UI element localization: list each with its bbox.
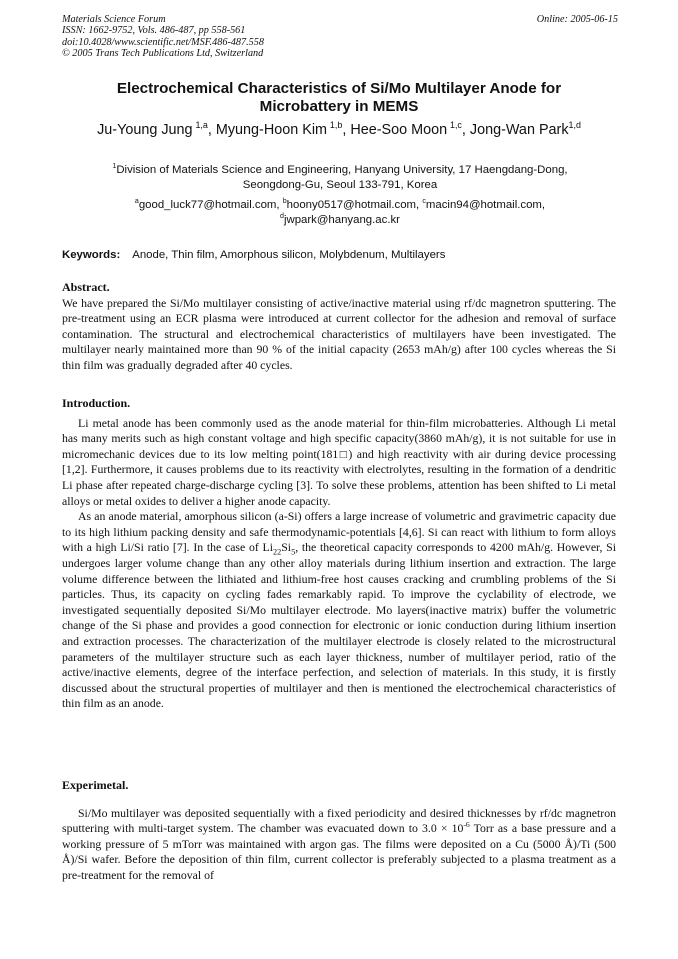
copyright-line: © 2005 Trans Tech Publications Ltd, Switzerland (62, 48, 264, 60)
affil-mark: 1 (112, 163, 117, 171)
keywords-text: Anode, Thin film, Amorphous silicon, Molybdenum, Multilayers (132, 249, 446, 261)
author-affil-mark: 1,d (568, 120, 581, 131)
author-affil-mark: 1,c (450, 120, 462, 131)
author-name: Myung-Hoon Kim (215, 122, 328, 138)
abstract-section (62, 280, 616, 374)
title-line-2: Microbattery in MEMS (259, 98, 419, 115)
abstract-heading: Abstract. (62, 280, 110, 294)
author-name: Hee-Soo Moon (350, 122, 448, 138)
title-line-1: Electrochemical Characteristics of Si/Mo Multilayer Anode for (116, 80, 562, 97)
online-date: Online: 2005-06-15 (536, 14, 618, 25)
author-affil-mark: 1,a (195, 120, 208, 131)
email-a: good_luck77@hotmail.com, (138, 199, 280, 211)
paper-title (62, 80, 616, 116)
author-name: Ju-Young Jung (97, 122, 193, 138)
keywords-label: Keywords: (62, 249, 121, 261)
intro-paragraph-2: As an anode material, amorphous silicon (a-Si) offers a large increase of volumetric and gravimetric capacity due to its high lithium packing density and safe thermodynamic-potentials [4,6]. Si can react with lithium to form alloys with a high Li/Si ratio [7]. In the case of $Li_{22}Si_5$, the theoretical capacity corresponds to 4200 mAh/g. However, Si undergoes larger volume change than any other alloy materials during lithium insertion and extraction. The large volume difference between the lithiated and lithium-free host causes cracking and crumbling problems of the Si particles. Thus, its capacity on cycling fades remarkably rapid. To improve the cyclability of electrode, we investigated sequentially deposited Si/Mo multilayer electrode. Mo layers(inactive matrix) buffer the volumetric change of the Si phase and provides a good connection for electronic or ionic conduction during lithium insertion and extraction processes. The characterization of the multilayer electrode is closely related to the microstructural parameters of the multilayer structure such as each layer thickness, number of multilayer period, ratio of the active/inactive elements, degree of the interface perfection, and selection of materials. In this study, it is firstly discussed about the structural properties of multilayer and then is mentioned the electrochemical characteristics of thin film as an anode. (62, 509, 616, 711)
experimental-section (62, 778, 616, 884)
email-d: jwpark@hanyang.ac.kr (283, 214, 400, 226)
author-affil-mark: 1,b (329, 120, 343, 131)
email-c: macin94@hotmail.com, (425, 199, 546, 211)
issn-line: ISSN: 1662-9752, Vols. 486-487, pp 558-561 (62, 25, 246, 37)
journal-header (62, 14, 618, 60)
experimental-heading: Experimetal. (62, 778, 129, 792)
affiliation (70, 163, 610, 193)
affil-line-1: Division of Materials Science and Engineering, Hanyang University, 17 Haengdang-Dong, (116, 164, 568, 176)
introduction-section (62, 396, 616, 712)
experimental-paragraph-1: Si/Mo multilayer was deposited sequentially with a fixed periodicity and desired thicknesses by rf/dc magnetron sputtering with multi-target system. The chamber was evacuated down to $3.0 \times 10^{-6}$ Torr as a base pressure and a working pressure of 5 mTorr was maintained with argon gas. The films were deposited on a Cu (5000 Å)/Ti (500 Å)/Si wafer. Before the deposition of thin film, current collector is preferably subjected to a plasma treatment as a pre-treatment for the removal of (62, 805, 616, 882)
keywords-line (62, 248, 618, 263)
author-name: Jong-Wan Park (469, 122, 569, 138)
intro-paragraph-1: Li metal anode has been commonly used as the anode material for thin-film microbatteries. Although Li metal has many merits such as high constant voltage and high specific capacity(3860 mAh/g), it is not suitable for use in micromechanic devices due to its low melting point(181□) and high reactivity with air during device processing [1,2]. Furthermore, it causes problems due to its reactivity with electrolytes, resulting in the formation of a dendritic Li phase after repeated charge-discharge cycling [3]. To solve these problems, attention has been shifted to Li metal alloys or metal oxides to deliver a higher anode capacity. (62, 415, 616, 508)
introduction-heading: Introduction. (62, 396, 131, 410)
abstract-text: We have prepared the Si/Mo multilayer consisting of active/inactive material using rf/dc magnetron sputtering. The pre-treatment using an ECR plasma were introduced at current collector for the adhesion and removal of surface contamination. The structural and electrochemical characteristics of multilayers have been investigated. The multilayer nearly maintained more than 90 % of the initial capacity (2653 mAh/g) after 100 cycles whereas the Si thin film was gradually degraded after 40 cycles. (62, 295, 616, 372)
affil-line-2: Seongdong-Gu, Seoul 133-791, Korea (242, 179, 438, 191)
author-list: Ju-Young Jung $^{1,a}$, Myung-Hoon Kim $^{1,b}$, Hee-Soo Moon $^{1,c}$, Jong-Wan Park$^{1,d}$ (97, 120, 581, 138)
doi-line: doi:10.4028/www.scientific.net/MSF.486-487.558 (62, 36, 264, 48)
email-b: hoony0517@hotmail.com, (286, 199, 420, 211)
journal-name: Materials Science Forum (62, 14, 166, 25)
author-emails: $^a$good_luck77@hotmail.com, $^b$hoony0517@hotmail.com, $^c$macin94@hotmail.com, $^d$jwpark@hanyang.ac.kr (134, 198, 546, 226)
